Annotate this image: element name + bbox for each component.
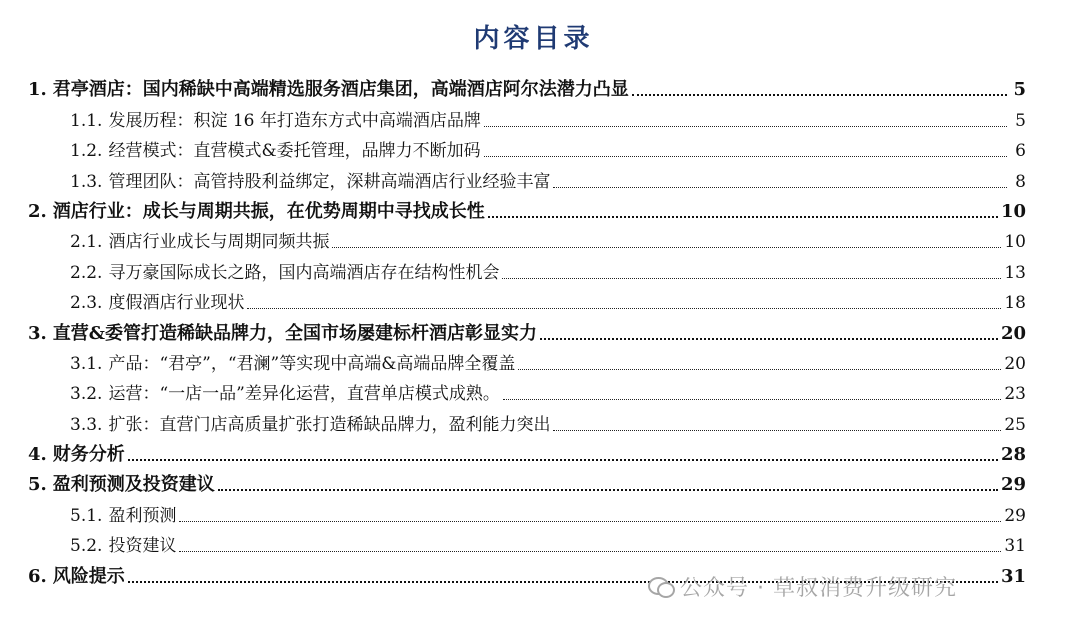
toc-leader-dots xyxy=(518,369,1001,370)
wechat-icon xyxy=(648,575,674,597)
toc-entry-title: 发展历程：积淀 16 年打造东方式中高端酒店品牌 xyxy=(108,110,481,131)
toc-entry-number: 1.2. xyxy=(70,141,103,162)
toc-entry-number: 5.2. xyxy=(70,536,103,557)
watermark-text: 公众号 · 草叔消费升级研究 xyxy=(680,575,957,601)
page-title: 内容目录 xyxy=(473,24,594,54)
toc-entry-4[interactable] xyxy=(28,439,1026,469)
toc-entry-number: 2. xyxy=(28,200,47,222)
toc-entry-number: 5. xyxy=(28,474,47,496)
toc-entry-2-1[interactable] xyxy=(28,226,1026,256)
toc-entry-title: 投资建议 xyxy=(108,536,177,557)
toc-entry-3-3[interactable] xyxy=(28,408,1026,438)
toc-entry-page: 13 xyxy=(1004,262,1026,283)
toc-entry-title: 管理团队：高管持股利益绑定，深耕高端酒店行业经验丰富 xyxy=(108,171,551,192)
toc-entry-page: 31 xyxy=(1004,536,1026,557)
toc-entry-title: 直营&委管打造稀缺品牌力，全国市场屡建标杆酒店彰显实力 xyxy=(52,322,538,344)
toc-entry-number: 3. xyxy=(28,322,47,344)
toc-entry-title: 扩张：直营门店高质量扩张打造稀缺品牌力，盈利能力突出 xyxy=(108,414,551,435)
toc-entry-page: 25 xyxy=(1004,414,1026,435)
toc-entry-page: 28 xyxy=(1000,444,1026,466)
toc-entry-title: 君亭酒店：国内稀缺中高端精选服务酒店集团，高端酒店阿尔法潜力凸显 xyxy=(52,79,629,101)
toc-entry-title: 度假酒店行业现状 xyxy=(108,293,245,314)
toc-leader-dots xyxy=(553,430,1001,431)
toc-entry-2-2[interactable] xyxy=(28,256,1026,286)
toc-entry-number: 3.2. xyxy=(70,384,103,405)
toc-entry-3-2[interactable] xyxy=(28,378,1026,408)
toc-entry-number: 5.1. xyxy=(70,505,103,526)
toc-entry-title: 盈利预测 xyxy=(108,505,177,526)
toc-entry-number: 2.2. xyxy=(70,262,103,283)
toc-entry-page: 23 xyxy=(1004,384,1026,405)
toc-leader-dots xyxy=(128,459,998,461)
toc-leader-dots xyxy=(553,187,1007,188)
toc-entry-page: 10 xyxy=(1000,200,1026,222)
toc-leader-dots xyxy=(484,156,1007,157)
toc-entry-title: 财务分析 xyxy=(52,444,125,466)
toc-entry-title: 酒店行业成长与周期同频共振 xyxy=(108,232,330,253)
toc-entry-number: 2.1. xyxy=(70,232,103,253)
toc-entry-title: 经营模式：直营模式&委托管理，品牌力不断加码 xyxy=(108,141,481,162)
toc-entry-page: 5 xyxy=(1015,110,1026,131)
toc-entry-page: 10 xyxy=(1004,232,1026,253)
toc-entry-page: 6 xyxy=(1015,141,1026,162)
toc-entry-number: 3.3. xyxy=(70,414,103,435)
toc-entry-1-1[interactable] xyxy=(28,104,1026,134)
toc-entry-page: 31 xyxy=(1000,565,1026,587)
toc-leader-dots xyxy=(218,489,998,491)
toc-entry-page: 20 xyxy=(1000,322,1026,344)
toc-leader-dots xyxy=(247,308,1001,309)
toc-leader-dots xyxy=(503,399,1002,400)
toc-entry-1-3[interactable] xyxy=(28,165,1026,195)
toc-entry-page: 29 xyxy=(1000,474,1026,496)
toc-entry-number: 6. xyxy=(28,565,47,587)
table-of-contents xyxy=(28,74,1026,591)
toc-entry-page: 18 xyxy=(1004,293,1026,314)
toc-leader-dots xyxy=(332,247,1001,248)
toc-entry-page: 20 xyxy=(1004,353,1026,374)
toc-entry-2-3[interactable] xyxy=(28,287,1026,317)
toc-leader-dots xyxy=(179,551,1001,552)
toc-entry-number: 4. xyxy=(28,444,47,466)
toc-leader-dots xyxy=(632,94,1007,96)
toc-entry-5-1[interactable] xyxy=(28,499,1026,529)
toc-entry-2[interactable] xyxy=(28,196,1026,226)
toc-entry-3[interactable] xyxy=(28,317,1026,347)
toc-entry-page: 29 xyxy=(1004,505,1026,526)
toc-entry-page: 8 xyxy=(1015,171,1026,192)
toc-entry-title: 酒店行业：成长与周期共振，在优势周期中寻找成长性 xyxy=(52,200,485,222)
toc-entry-1[interactable] xyxy=(28,74,1026,104)
toc-leader-dots xyxy=(502,278,1001,279)
toc-leader-dots xyxy=(484,126,1007,127)
watermark xyxy=(648,569,957,603)
toc-leader-dots xyxy=(488,216,998,218)
toc-entry-5-2[interactable] xyxy=(28,530,1026,560)
toc-entry-page: 5 xyxy=(1013,79,1026,101)
toc-entry-1-2[interactable] xyxy=(28,135,1026,165)
toc-entry-3-1[interactable] xyxy=(28,348,1026,378)
toc-entry-title: 产品：“君亭”，“君澜”等实现中高端&高端品牌全覆盖 xyxy=(108,353,516,374)
toc-entry-title: 运营：“一店一品”差异化运营，直营单店模式成熟。 xyxy=(108,384,500,405)
toc-entry-number: 1.1. xyxy=(70,110,103,131)
toc-entry-title: 风险提示 xyxy=(52,565,125,587)
toc-entry-5[interactable] xyxy=(28,469,1026,499)
toc-entry-number: 1.3. xyxy=(70,171,103,192)
toc-leader-dots xyxy=(540,338,998,340)
toc-entry-number: 3.1. xyxy=(70,353,103,374)
toc-entry-title: 盈利预测及投资建议 xyxy=(52,474,215,496)
toc-entry-number: 2.3. xyxy=(70,293,103,314)
toc-entry-title: 寻万豪国际成长之路，国内高端酒店存在结构性机会 xyxy=(108,262,500,283)
toc-entry-number: 1. xyxy=(28,79,47,101)
toc-leader-dots xyxy=(179,521,1001,522)
